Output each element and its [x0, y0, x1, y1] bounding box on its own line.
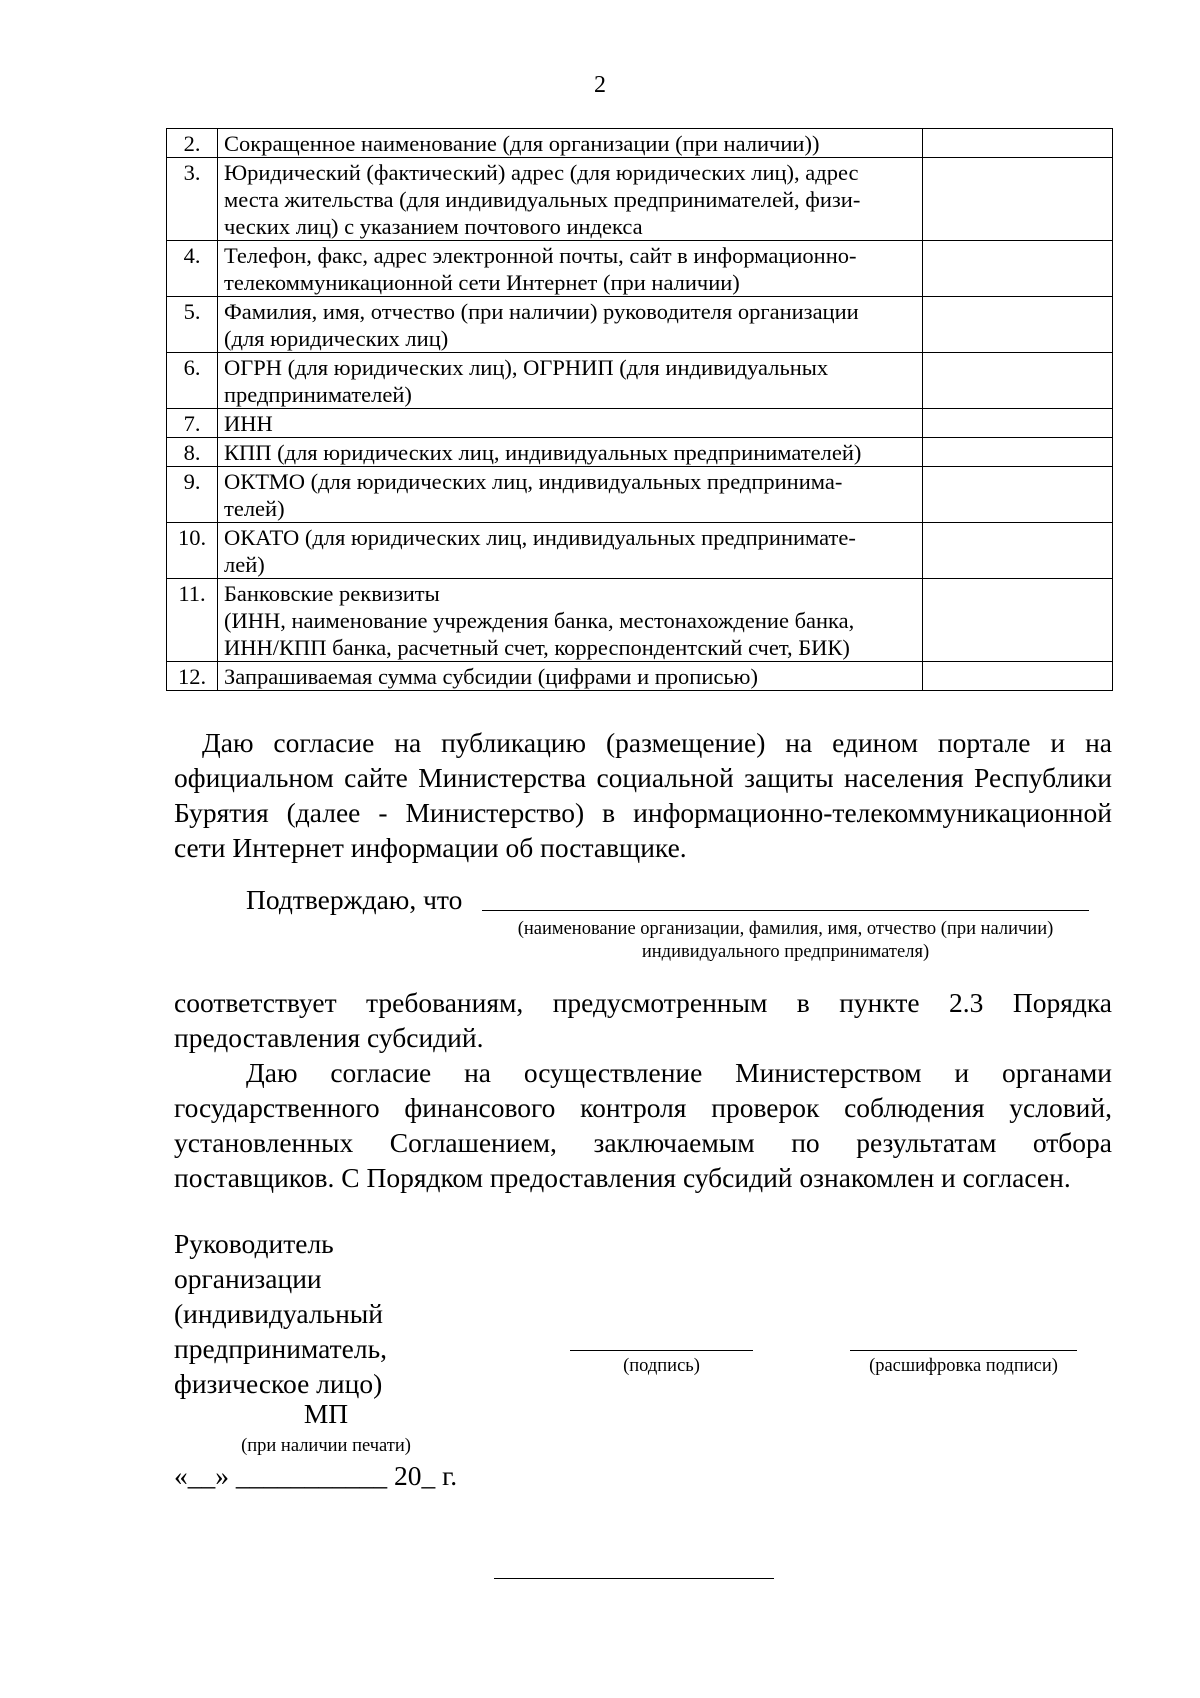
signature-decoding-caption: (расшифровка подписи): [869, 1356, 1058, 1376]
row-value-cell[interactable]: [923, 158, 1113, 241]
table-row: [167, 523, 1113, 579]
signature-decoding-fill-line[interactable]: [850, 1350, 1077, 1351]
row-description-line: лей): [224, 552, 265, 577]
row-number: 12.: [167, 662, 218, 691]
row-description-line: ИНН/КПП банка, расчетный счет, корреспондентский счет, БИК): [224, 635, 850, 660]
row-description: [218, 353, 923, 409]
row-description: [218, 241, 923, 297]
row-description: [218, 129, 923, 158]
consent-publication-paragraph: Даю согласие на публикацию (размещение) на едином портале и на официальном сайте Министерства социальной защиты населения Республики Бурятия (далее - Министерство) в информационно-телекоммуникационной сети Интернет информации об поставщике.: [174, 727, 1112, 863]
table-row: [167, 662, 1113, 691]
row-description-line: телей): [224, 496, 285, 521]
row-number: 11.: [167, 579, 218, 662]
row-description: [218, 579, 923, 662]
date-fill-line[interactable]: «__» ___________ 20_ г.: [174, 1460, 458, 1491]
row-value-cell[interactable]: [923, 467, 1113, 523]
confirm-fill-line[interactable]: [482, 910, 1089, 911]
requirements-paragraph: соответствует требованиям, предусмотренным в пункте 2.3 Порядка предоставления субсидий.: [174, 987, 1112, 1053]
table-row: [167, 297, 1113, 353]
row-value-cell[interactable]: [923, 523, 1113, 579]
row-number: 7.: [167, 409, 218, 438]
row-description-line: Сокращенное наименование (для организации (при наличии)): [224, 131, 820, 156]
row-description: [218, 467, 923, 523]
row-number: 6.: [167, 353, 218, 409]
row-description-line: места жительства (для индивидуальных предпринимателей, физи-: [224, 187, 861, 212]
confirm-label: Подтверждаю, что: [246, 884, 463, 915]
row-number: 3.: [167, 158, 218, 241]
row-value-cell[interactable]: [923, 241, 1113, 297]
row-number: 9.: [167, 467, 218, 523]
row-number: 4.: [167, 241, 218, 297]
table-row: [167, 579, 1113, 662]
table-row: [167, 409, 1113, 438]
row-value-cell[interactable]: [923, 438, 1113, 467]
row-description-line: Телефон, факс, адрес электронной почты, сайт в информационно-: [224, 243, 857, 268]
row-description-line: предпринимателей): [224, 382, 412, 407]
row-description: [218, 662, 923, 691]
row-value-cell[interactable]: [923, 579, 1113, 662]
row-description-line: КПП (для юридических лиц, индивидуальных предпринимателей): [224, 440, 862, 465]
row-description-line: ОКТМО (для юридических лиц, индивидуальных предпринима-: [224, 469, 843, 494]
row-number: 2.: [167, 129, 218, 158]
row-description-line: Юридический (фактический) адрес (для юридических лиц), адрес: [224, 160, 859, 185]
row-value-cell[interactable]: [923, 297, 1113, 353]
row-number: 5.: [167, 297, 218, 353]
head-of-organization-label: Руководитель организации (индивидуальный предприниматель, физическое лицо): [174, 1228, 387, 1399]
row-description: [218, 523, 923, 579]
row-description: [218, 158, 923, 241]
table-row: [167, 353, 1113, 409]
row-value-cell[interactable]: [923, 129, 1113, 158]
stamp-caption: (при наличии печати): [241, 1436, 411, 1456]
bottom-divider: [494, 1578, 774, 1579]
row-description-line: Запрашиваемая сумма субсидии (цифрами и прописью): [224, 664, 758, 689]
table-row: [167, 241, 1113, 297]
signature-fill-line[interactable]: [570, 1350, 753, 1351]
row-description: [218, 297, 923, 353]
stamp-label: МП: [303, 1398, 349, 1429]
table-row: [167, 158, 1113, 241]
row-description-line: ИНН: [224, 411, 273, 436]
row-description-line: (для юридических лиц): [224, 326, 449, 351]
row-description-line: ОГРН (для юридических лиц), ОГРНИП (для индивидуальных: [224, 355, 829, 380]
row-description: [218, 409, 923, 438]
table-row: [167, 467, 1113, 523]
row-description-line: (ИНН, наименование учреждения банка, местонахождение банка,: [224, 608, 855, 633]
confirm-caption: (наименование организации, фамилия, имя, отчество (при наличии) индивидуального предпринимателя): [517, 919, 1054, 962]
row-value-cell[interactable]: [923, 409, 1113, 438]
row-number: 10.: [167, 523, 218, 579]
row-number: 8.: [167, 438, 218, 467]
consent-control-paragraph: Даю согласие на осуществление Министерством и органами государственного финансового контроля проверок соблюдения условий, установленных Соглашением, заключаемым по результатам отбора поставщиков. С Порядком предоставления субсидий ознакомлен и согласен.: [174, 1057, 1112, 1193]
row-value-cell[interactable]: [923, 353, 1113, 409]
row-value-cell[interactable]: [923, 662, 1113, 691]
table-row: [167, 438, 1113, 467]
row-description-line: ОКАТО (для юридических лиц, индивидуальных предпринимате-: [224, 525, 856, 550]
row-description-line: Банковские реквизиты: [224, 581, 440, 606]
signature-caption: (подпись): [623, 1356, 700, 1376]
applicant-info-table: [166, 128, 1113, 691]
table-row: [167, 129, 1113, 158]
row-description-line: телекоммуникационной сети Интернет (при наличии): [224, 270, 740, 295]
row-description-line: Фамилия, имя, отчество (при наличии) руководителя организации: [224, 299, 859, 324]
row-description: [218, 438, 923, 467]
row-description-line: ческих лиц) с указанием почтового индекса: [224, 214, 643, 239]
page-number: 2: [594, 72, 606, 98]
